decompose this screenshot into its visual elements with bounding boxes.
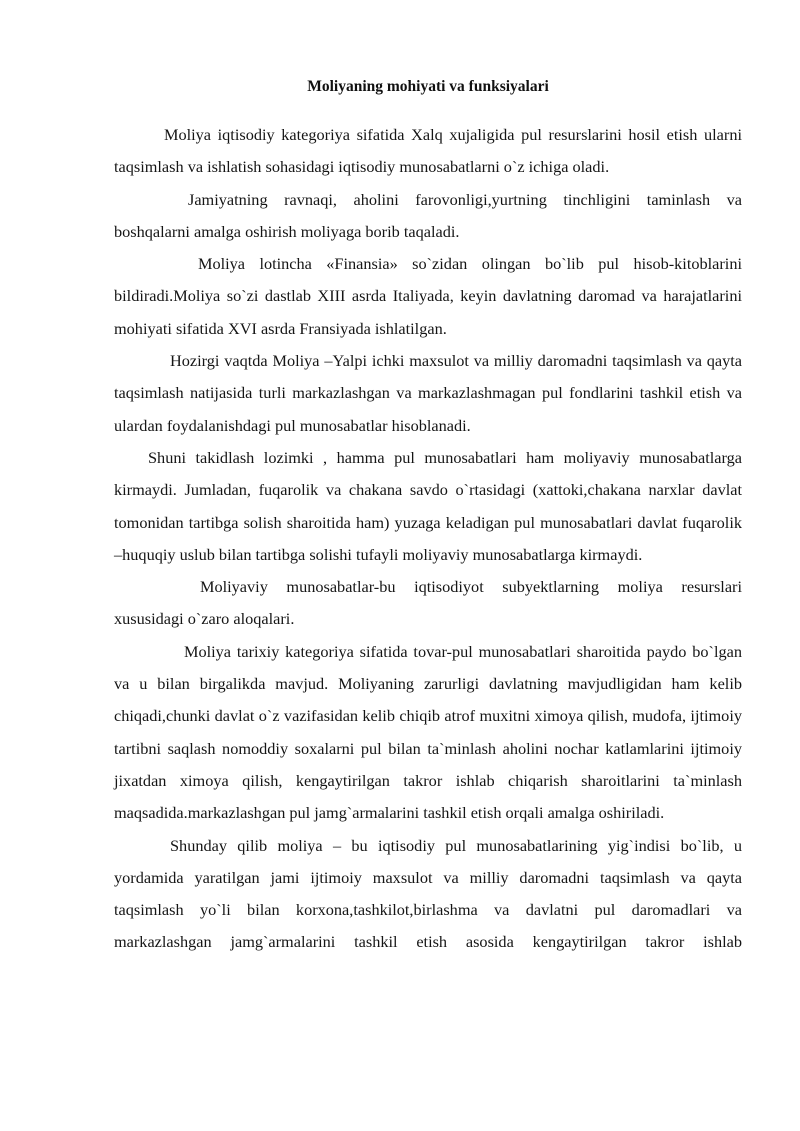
paragraph-8: Shunday qilib moliya – bu iqtisodiy pul munosabatlarining yig`indisi bo`lib, u yordamida yaratilgan jami ijtimoiy maxsulot va milliy daromadni taqsimlash va qayta taqsimlash yo`li bilan korxona,tashkilot,birlashma va davlatni pul daromadlari va markazlashgan jamg`armalarini tashkil etish asosida kengaytirilgan takror ishlab bbox=[114, 835, 742, 952]
document-body bbox=[114, 119, 742, 959]
document-title: Moliyaning mohiyati va funksiyalari bbox=[307, 78, 549, 95]
paragraph-4: Hozirgi vaqtda Moliya –Yalpi ichki maxsulot va milliy daromadni taqsimlash va qayta taqsimlash natijasida turli markazlashgan va markazlashmagan pul fondlarini tashkil etish va ulardan foydalanishdagi pul munosabatlar hisoblanadi. bbox=[114, 351, 742, 435]
paragraph-6: Moliyaviy munosabatlar-bu iqtisodiyot subyektlarning moliya resurslari xususidagi o`zaro aloqalari. bbox=[114, 577, 742, 629]
paragraph-7: Moliya tarixiy kategoriya sifatida tovar-pul munosabatlari sharoitida paydo bo`lgan va u bilan birgalikda mavjud. Moliyaning zarurligi davlatning mavjudligidan ham kelib chiqadi,chunki davlat o`z vazifasidan kelib chiqib atrof muxitni ximoya qilish, mudofa, ijtimoiy tartibni saqlash nomoddiy soxalarni pul bilan ta`minlash aholini nochar katlamlarini ijtimoiy jixatdan ximoya qilish, kengaytirilgan takror ishlab chiqarish sharoitlarini ta`minlash maqsadida.markazlashgan pul jamg`armalarini tashkil etish orqali amalga oshiriladi. bbox=[114, 641, 742, 823]
paragraph-5: Shuni takidlash lozimki , hamma pul munosabatlari ham moliyaviy munosabatlarga kirmaydi. Jumladan, fuqarolik va chakana savdo o`rtasidagi (xattoki,chakana narxlar davlat tomonidan tartibga solish sharoitida ham) yuzaga keladigan pul munosabatlari davlat fuqarolik –huquqiy uslub bilan tartibga solishi tufayli moliyaviy munosabatlarga kirmaydi. bbox=[114, 447, 742, 564]
paragraph-1: Moliya iqtisodiy kategoriya sifatida Xalq xujaligida pul resurslarini hosil etish ularni taqsimlash va ishlatish sohasidagi iqtisodiy munosabatlarni o`z ichiga oladi. bbox=[114, 125, 742, 177]
paragraph-3: Moliya lotincha «Finansia» so`zidan olingan bo`lib pul hisob-kitoblarini bildiradi.Moliya so`zi dastlab XIII asrda Italiyada, keyin davlatning daromad va harajatlarini mohiyati sifatida XVI asrda Fransiyada ishlatilgan. bbox=[114, 254, 742, 338]
paragraph-2: Jamiyatning ravnaqi, aholini farovonligi,yurtning tinchligini taminlash va boshqalarni amalga oshirish moliyaga borib taqaladi. bbox=[114, 189, 742, 241]
